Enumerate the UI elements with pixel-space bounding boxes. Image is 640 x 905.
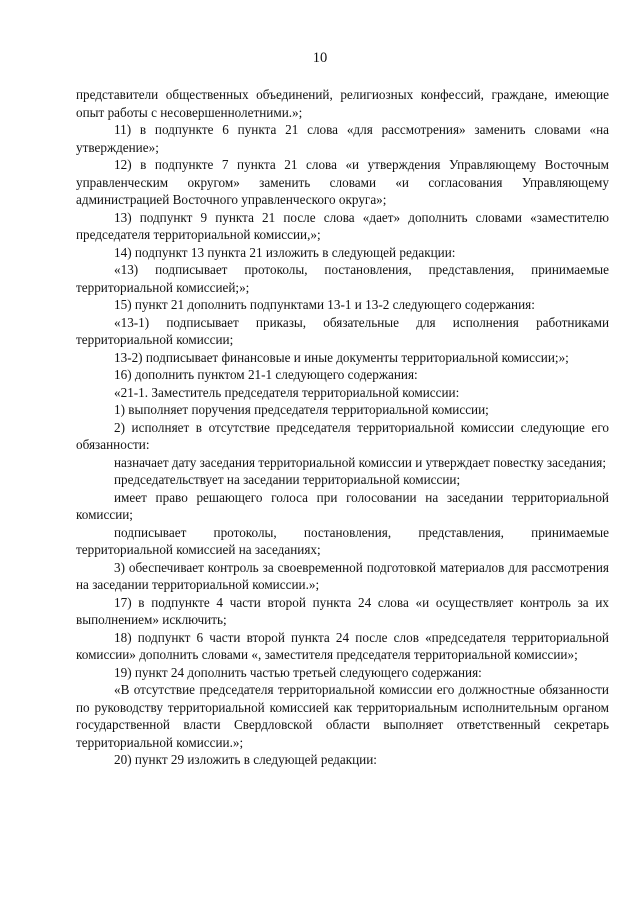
paragraph: «В отсутствие председателя территориальной комиссии его должностные обязанности по руководству территориальной комиссией как территориальным исполнительным органом государственной власти Свердловской области выполняет ответственный секретарь территориальной комиссии.»; bbox=[76, 682, 609, 750]
paragraph: подписывает протоколы, постановления, представления, принимаемые территориальной комиссией на заседаниях; bbox=[76, 524, 609, 557]
paragraph: «13) подписывает протоколы, постановления, представления, принимаемые территориальной комиссией;»; bbox=[76, 262, 609, 295]
paragraph: 1) выполняет поручения председателя территориальной комиссии; bbox=[114, 402, 489, 417]
paragraph: 19) пункт 24 дополнить частью третьей следующего содержания: bbox=[114, 664, 482, 680]
paragraph: 2) исполняет в отсутствие председателя территориальной комиссии следующие его обязанности: bbox=[76, 419, 609, 452]
paragraph: представители общественных объединений, религиозных конфессий, граждане, имеющие опыт работы с несовершеннолетними.»; bbox=[76, 87, 609, 120]
paragraph: «13-1) подписывает приказы, обязательные для исполнения работниками территориальной комиссии; bbox=[76, 314, 609, 347]
paragraph: «21-1. Заместитель председателя территориальной комиссии: bbox=[114, 384, 460, 400]
paragraph: назначает дату заседания территориальной комиссии и утверждает повестку заседания; bbox=[114, 454, 607, 470]
paragraph: 3) обеспечивает контроль за своевременной подготовкой материалов для рассмотрения на заседании территориальной комиссии.»; bbox=[76, 559, 609, 592]
paragraph: 15) пункт 21 дополнить подпунктами 13-1 и 13-2 следующего содержания: bbox=[114, 297, 535, 312]
paragraph: 12) в подпункте 7 пункта 21 слова «и утверждения Управляющему Восточным управленческим округом» заменить словами «и согласования Управляющему администрацией Восточного управленческого округа»; bbox=[76, 157, 609, 207]
page-number: 10 bbox=[312, 50, 328, 66]
paragraph: 20) пункт 29 изложить в следующей редакции: bbox=[114, 752, 377, 767]
paragraph: имеет право решающего голоса при голосовании на заседании территориальной комиссии; bbox=[76, 489, 609, 522]
paragraph: 14) подпункт 13 пункта 21 изложить в следующей редакции: bbox=[114, 244, 456, 260]
paragraph: 13) подпункт 9 пункта 21 после слова «дает» дополнить словами «заместителю председателя территориальной комиссии,»; bbox=[76, 209, 609, 242]
document-body bbox=[76, 86, 609, 769]
paragraph: председательствует на заседании территориальной комиссии; bbox=[114, 472, 461, 487]
paragraph: 16) дополнить пунктом 21-1 следующего содержания: bbox=[114, 367, 418, 382]
paragraph: 11) в подпункте 6 пункта 21 слова «для рассмотрения» заменить словами «на утверждение»; bbox=[76, 122, 609, 155]
paragraph: 13-2) подписывает финансовые и иные документы территориальной комиссии;»; bbox=[114, 349, 569, 365]
paragraph: 17) в подпункте 4 части второй пункта 24 слова «и осуществляет контроль за их выполнением» исключить; bbox=[76, 594, 609, 627]
paragraph: 18) подпункт 6 части второй пункта 24 после слов «председателя территориальной комиссии» дополнить словами «, заместителя председателя территориальной комиссии»; bbox=[76, 629, 609, 662]
